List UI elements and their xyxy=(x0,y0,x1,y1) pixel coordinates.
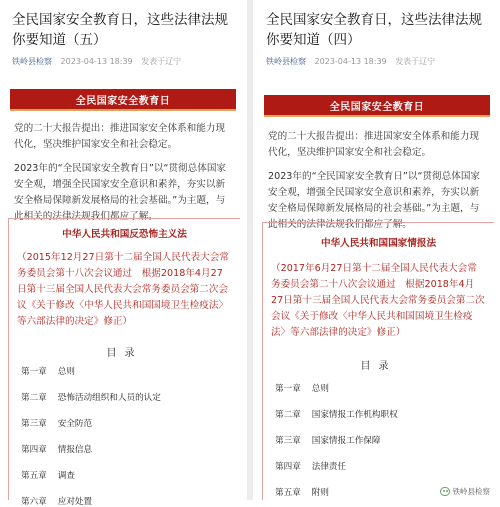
toc-item: 第一章 总则 xyxy=(21,367,75,377)
banner-text: 全民国家安全教育日 xyxy=(75,95,171,107)
toc-heading: 目录 xyxy=(106,348,143,359)
toc-list xyxy=(9,365,240,507)
theme-paragraph: 2023年的“全民国家安全教育日”以“贯彻总体国家安全观，增强全民国家安全意识和素养，夯实以新安全格局保障新发展格局的社会基础。”为主题，与此相关的法律法规我们都应了解。 xyxy=(14,163,227,222)
article-meta xyxy=(0,50,246,67)
article-meta xyxy=(254,50,500,67)
intro-paragraph: 党的二十大报告提出：推进国家安全体系和能力现代化，坚决维护国家安全和社会稳定。 xyxy=(268,131,480,158)
toc-item: 第三章 国家情报工作保障 xyxy=(275,436,381,446)
law-note: （2015年12月27日第十二届全国人民代表大会常务委员会第十八次会议通过 根据2018年4月27日第十三届全国人民代表大会常务委员会第二次会议《关于修改〈中华人民共和国国境卫生检疫法〉等六部法律的决定》修正） xyxy=(17,252,229,327)
toc-list xyxy=(263,382,494,498)
right-article-panel[interactable] xyxy=(254,0,500,500)
toc-item: 第一章 总则 xyxy=(275,384,329,394)
header-banner xyxy=(264,95,490,117)
author-link[interactable]: 铁岭县检察 xyxy=(266,57,306,66)
law-title: 中华人民共和国反恐怖主义法 xyxy=(62,229,187,240)
panel-divider xyxy=(247,0,253,500)
publish-location: 发表于辽宁 xyxy=(395,57,436,66)
toc-item: 第三章 安全防范 xyxy=(21,419,93,429)
toc-item: 第五章 调查 xyxy=(21,471,75,481)
toc-heading: 目录 xyxy=(360,361,397,372)
toc-item: 第四章 法律责任 xyxy=(275,462,347,472)
left-article-panel[interactable] xyxy=(0,0,246,507)
theme-paragraph: 2023年的“全民国家安全教育日”以“贯彻总体国家安全观，增强全民国家安全意识和素养，夯实以新安全格局保障新发展格局的社会基础。”为主题，与此相关的法律法规我们都应了解。 xyxy=(268,171,481,230)
toc-item: 第五章 附则 xyxy=(275,488,329,498)
law-title: 中华人民共和国国家情报法 xyxy=(320,238,437,249)
watermark: 铁岭县检察 xyxy=(440,486,491,497)
publish-location: 发表于辽宁 xyxy=(141,57,182,66)
article-title[interactable]: 全民国家安全教育日，这些法律法规你要知道（五） xyxy=(12,12,228,48)
publish-date: 2023-04-13 18:39 xyxy=(314,57,387,66)
law-section xyxy=(262,222,494,500)
toc-item: 第二章 国家情报工作机构职权 xyxy=(275,410,398,420)
author-link[interactable]: 铁岭县检察 xyxy=(12,57,52,66)
law-section xyxy=(8,218,240,507)
wechat-icon xyxy=(440,487,450,496)
publish-date: 2023-04-13 18:39 xyxy=(60,57,133,66)
header-banner xyxy=(10,89,236,111)
intro-paragraph: 党的二十大报告提出：推进国家安全体系和能力现代化，坚决维护国家安全和社会稳定。 xyxy=(14,123,226,150)
toc-item: 第六章 应对处置 xyxy=(21,497,93,507)
toc-item: 第二章 恐怖活动组织和人员的认定 xyxy=(21,393,161,403)
toc-item: 第四章 情报信息 xyxy=(21,445,93,455)
article-title[interactable]: 全民国家安全教育日，这些法律法规你要知道（四） xyxy=(266,12,482,48)
law-note: （2017年6月27日第十二届全国人民代表大会常务委员会第二十八次会议通过 根据2018年4月27日第十三届全国人民代表大会常务委员会第二次会议《关于修改〈中华人民共和国国境卫生检疫法〉等六部法律的决定》修正） xyxy=(271,263,485,338)
banner-text: 全民国家安全教育日 xyxy=(329,101,425,113)
